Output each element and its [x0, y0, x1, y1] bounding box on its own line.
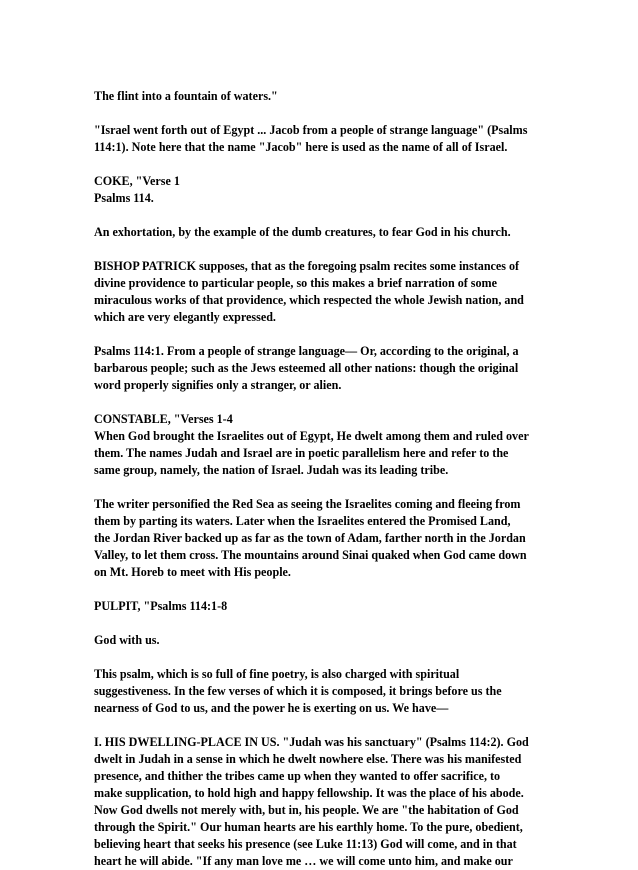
document-page: [94, 88, 564, 870]
paragraph-constable: CONSTABLE, "Verses 1-4 When God brought the Israelites out of Egypt, He dwelt among them and ruled over them. The names Judah and Israel are in poetic parallelism here and refer to the same group, namely, the nation of Israel. Judah was its leading tribe.: [94, 412, 529, 477]
paragraph-dwelling-place: I. HIS DWELLING-PLACE IN US. "Judah was his sanctuary" (Psalms 114:2). God dwelt in Judah in a sense in which he dwelt nowhere else. There was his manifested presence, and thither the tribes came up when they wanted to offer sacrifice, to make supplication, to hold high and happy fellowship. It was the place of his abode. Now God dwells not merely with, but in, his people. We are "the habitation of God through the Spirit." Our human hearts are his earthly home. To the pure, obedient, believing heart that seeks his presence (see Luke 11:13) God will come, and in that heart he will abide. "If any man love me … we will come unto him, and make our: [94, 735, 529, 868]
paragraph-coke-heading: COKE, "Verse 1 Psalms 114.: [94, 174, 180, 205]
paragraph-bishop-patrick: BISHOP PATRICK supposes, that as the foregoing psalm recites some instances of divine providence to particular people, so this makes a brief narration of some miraculous works of that providence, which respected the whole Jewish nation, and which are very elegantly expressed.: [94, 259, 524, 324]
paragraph-red-sea: The writer personified the Red Sea as seeing the Israelites coming and fleeing from them by parting its waters. Later when the Israelites entered the Promised Land, the Jordan River backed up as far as the town of Adam, farther north in the Jordan Valley, to let them cross. The mountains around Sinai quaked when God came down on Mt. Horeb to meet with His people.: [94, 497, 527, 579]
paragraph-israel-went-forth: "Israel went forth out of Egypt ... Jacob from a people of strange language" (Psalms 114:1). Note here that the name "Jacob" here is used as the name of all of Israel.: [94, 123, 528, 154]
paragraph-psalms-114-1: Psalms 114:1. From a people of strange language— Or, according to the original, a barbarous people; such as the Jews esteemed all other nations: though the original word properly signifies only a stranger, or alien.: [94, 344, 519, 392]
paragraph-pulpit-heading: PULPIT, "Psalms 114:1-8: [94, 599, 228, 613]
paragraph-psalm-poetry: This psalm, which is so full of fine poetry, is also charged with spiritual suggestiveness. In the few verses of which it is composed, it brings before us the nearness of God to us, and the power he is exerting on us. We have—: [94, 667, 502, 715]
paragraph-god-with-us: God with us.: [94, 633, 160, 647]
paragraph-flint-fountain: The flint into a fountain of waters.": [94, 89, 278, 103]
paragraph-exhortation: An exhortation, by the example of the dumb creatures, to fear God in his church.: [94, 225, 511, 239]
